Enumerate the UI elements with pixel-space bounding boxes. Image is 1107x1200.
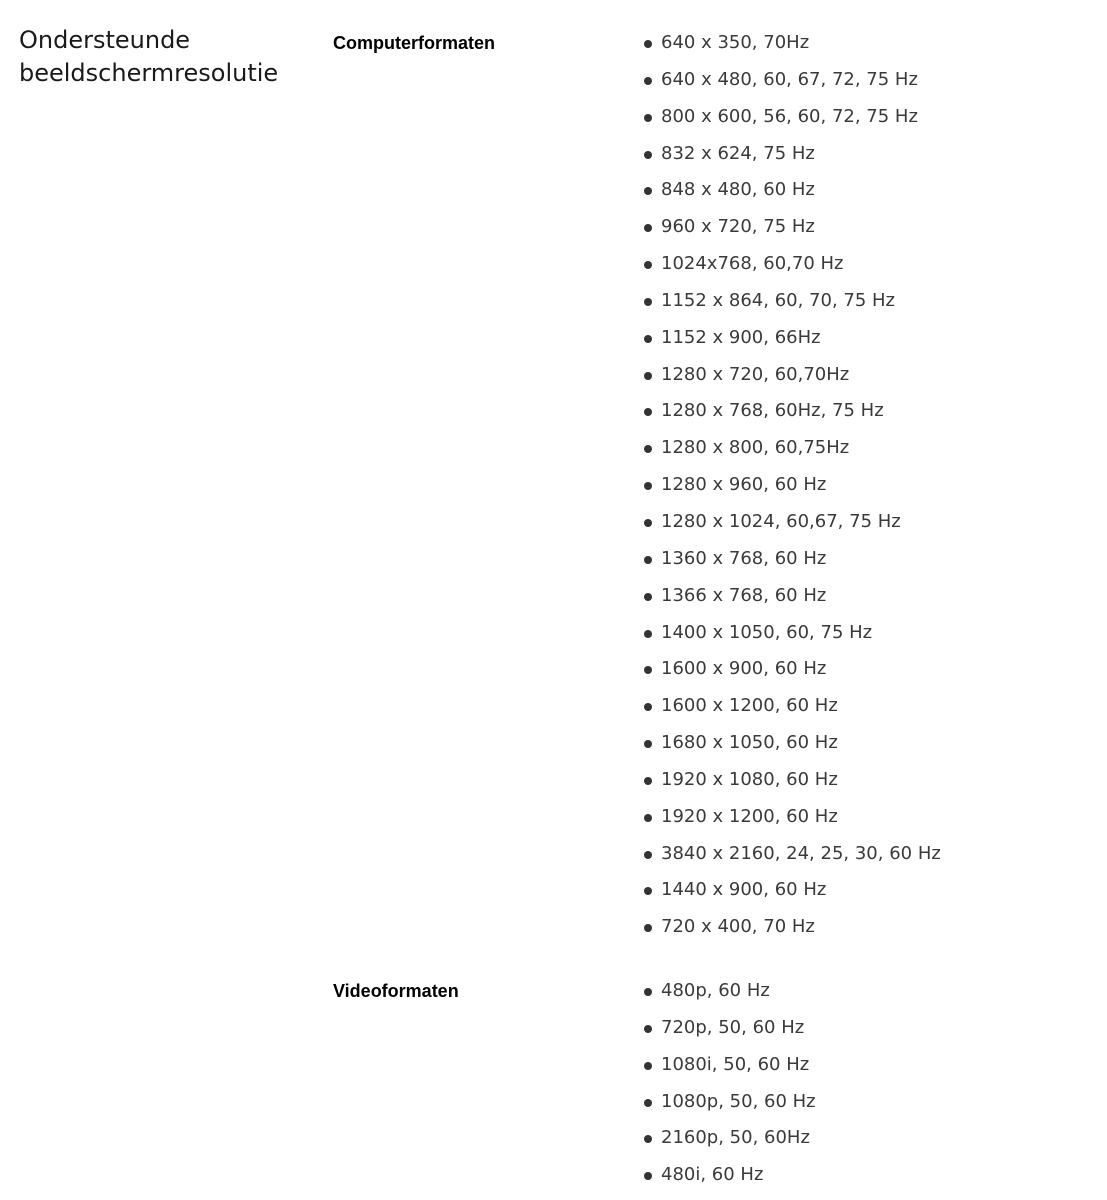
bullet-icon — [644, 1062, 652, 1070]
bullet-icon — [644, 1099, 652, 1107]
list-item — [643, 178, 941, 215]
page-title: Ondersteunde beeldschermresolutie — [19, 26, 279, 87]
resolution-value: 2160p, 50, 60Hz — [661, 1127, 810, 1149]
bullet-icon — [644, 77, 652, 85]
resolution-value: 720 x 400, 70 Hz — [661, 916, 815, 938]
list-item — [643, 805, 941, 842]
bullet-icon — [644, 703, 652, 711]
resolution-value: 1280 x 960, 60 Hz — [661, 474, 827, 496]
bullet-icon — [644, 666, 652, 674]
resolution-value: 1280 x 768, 60Hz, 75 Hz — [661, 400, 884, 422]
bullet-icon — [644, 114, 652, 122]
bullet-icon — [644, 1135, 652, 1143]
computerformaten-list — [643, 31, 941, 952]
bullet-icon — [644, 261, 652, 269]
list-item — [643, 436, 941, 473]
list-item — [643, 547, 941, 584]
list-item — [643, 878, 941, 915]
resolution-value: 1600 x 1200, 60 Hz — [661, 695, 838, 717]
bullet-icon — [644, 1025, 652, 1033]
resolution-value: 1280 x 720, 60,70Hz — [661, 363, 850, 385]
resolution-value: 480p, 60 Hz — [661, 980, 770, 1001]
list-item — [643, 1016, 816, 1053]
resolution-value: 800 x 600, 56, 60, 72, 75 Hz — [661, 105, 918, 127]
resolution-value: 1080i, 50, 60 Hz — [661, 1053, 810, 1075]
bullet-icon — [644, 335, 652, 343]
bullet-icon — [644, 630, 652, 638]
bullet-icon — [644, 887, 652, 895]
resolution-value: 1366 x 768, 60 Hz — [661, 584, 827, 606]
list-item — [643, 142, 941, 179]
resolution-value: 1920 x 1200, 60 Hz — [661, 805, 838, 827]
resolution-value: 1920 x 1080, 60 Hz — [661, 768, 838, 790]
resolution-value: 1400 x 1050, 60, 75 Hz — [661, 621, 873, 643]
resolution-value: 640 x 350, 70Hz — [661, 32, 810, 53]
list-item — [643, 215, 941, 252]
resolution-value: 1600 x 900, 60 Hz — [661, 658, 827, 680]
list-item — [643, 842, 941, 879]
section-label-videoformaten: Videoformaten — [333, 981, 459, 1001]
resolution-value: 1080p, 50, 60 Hz — [661, 1090, 816, 1112]
list-item — [643, 1126, 816, 1163]
resolution-value: 848 x 480, 60 Hz — [661, 179, 815, 201]
bullet-icon — [644, 408, 652, 416]
bullet-icon — [644, 851, 652, 859]
resolution-value: 1152 x 900, 66Hz — [661, 326, 821, 348]
resolution-value: 3840 x 2160, 24, 25, 30, 60 Hz — [661, 842, 941, 864]
bullet-icon — [644, 445, 652, 453]
bullet-icon — [644, 777, 652, 785]
list-item — [643, 68, 941, 105]
list-item — [643, 1163, 816, 1200]
list-item — [643, 326, 941, 363]
resolution-value: 960 x 720, 75 Hz — [661, 216, 815, 238]
bullet-icon — [644, 814, 652, 822]
bullet-icon — [644, 224, 652, 232]
list-item — [643, 252, 941, 289]
list-item — [643, 1090, 816, 1127]
list-item — [643, 289, 941, 326]
resolution-value: 1680 x 1050, 60 Hz — [661, 732, 838, 754]
list-item — [643, 473, 941, 510]
list-item — [643, 768, 941, 805]
bullet-icon — [644, 924, 652, 932]
list-item — [643, 399, 941, 436]
resolution-value: 1152 x 864, 60, 70, 75 Hz — [661, 289, 896, 311]
resolution-value: 1280 x 1024, 60,67, 75 Hz — [661, 510, 901, 532]
bullet-icon — [644, 556, 652, 564]
bullet-icon — [644, 298, 652, 306]
bullet-icon — [644, 988, 652, 996]
list-item — [643, 363, 941, 400]
resolution-value: 1024x768, 60,70 Hz — [661, 253, 844, 275]
list-item — [643, 731, 941, 768]
bullet-icon — [644, 740, 652, 748]
list-item — [643, 1053, 816, 1090]
list-item — [643, 105, 941, 142]
list-item — [643, 657, 941, 694]
list-item — [643, 584, 941, 621]
bullet-icon — [644, 1172, 652, 1180]
list-item — [643, 979, 816, 1016]
bullet-icon — [644, 187, 652, 195]
list-item — [643, 621, 941, 658]
bullet-icon — [644, 519, 652, 527]
resolution-value: 640 x 480, 60, 67, 72, 75 Hz — [661, 68, 918, 90]
resolution-value: 832 x 624, 75 Hz — [661, 142, 815, 164]
list-item — [643, 694, 941, 731]
resolution-value: 1440 x 900, 60 Hz — [661, 879, 827, 901]
bullet-icon — [644, 593, 652, 601]
resolution-value: 480i, 60 Hz — [661, 1164, 764, 1186]
section-label-computerformaten: Computerformaten — [333, 33, 496, 53]
bullet-icon — [644, 372, 652, 380]
videoformaten-list — [643, 979, 816, 1200]
list-item — [643, 31, 941, 68]
list-item — [643, 915, 941, 952]
list-item — [643, 510, 941, 547]
bullet-icon — [644, 151, 652, 159]
bullet-icon — [644, 482, 652, 490]
resolution-value: 1280 x 800, 60,75Hz — [661, 437, 850, 459]
resolution-value: 720p, 50, 60 Hz — [661, 1016, 805, 1038]
bullet-icon — [644, 40, 652, 48]
resolution-value: 1360 x 768, 60 Hz — [661, 547, 827, 569]
